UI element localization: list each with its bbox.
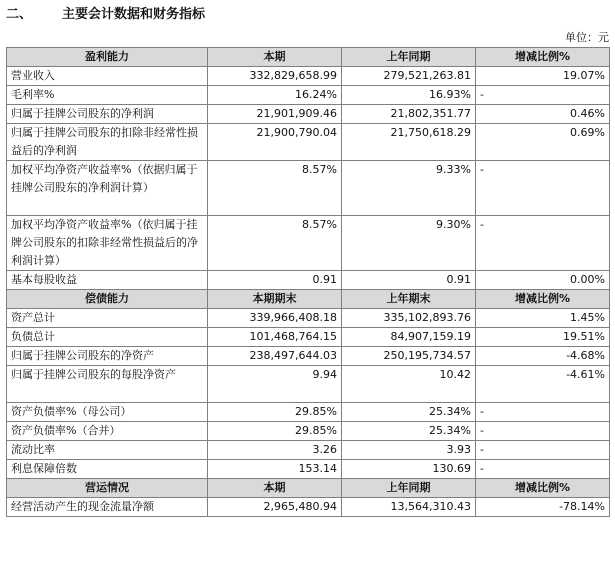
current-value: 9.94: [208, 366, 342, 403]
current-value: 21,900,790.04: [208, 124, 342, 161]
change-value: -4.68%: [476, 347, 610, 366]
table-row: [7, 328, 610, 347]
change-value: 0.69%: [476, 124, 610, 161]
table-row: [7, 309, 610, 328]
header-cell: 本期期末: [208, 290, 342, 309]
change-value: 0.00%: [476, 271, 610, 290]
current-value: 8.57%: [208, 161, 342, 216]
row-label: 归属于挂牌公司股东的每股净资产: [7, 366, 208, 403]
prior-value: 130.69: [342, 460, 476, 479]
prior-value: 9.33%: [342, 161, 476, 216]
header-cell: 上年期末: [342, 290, 476, 309]
change-value: 1.45%: [476, 309, 610, 328]
table-row: [7, 161, 610, 216]
row-label: 毛利率%: [7, 86, 208, 105]
section-title: 主要会计数据和财务指标: [62, 7, 206, 22]
header-cell: 偿债能力: [7, 290, 208, 309]
table-row: [7, 498, 610, 517]
current-value: 332,829,658.99: [208, 67, 342, 86]
current-value: 339,966,408.18: [208, 309, 342, 328]
row-label: 资产负债率%（合并）: [7, 422, 208, 441]
unit-label: 单位：元: [565, 31, 609, 44]
financial-indicators-table: [6, 47, 610, 517]
header-cell: 增减比例%: [476, 479, 610, 498]
prior-value: 25.34%: [342, 422, 476, 441]
section-heading: [6, 3, 205, 22]
prior-value: 16.93%: [342, 86, 476, 105]
prior-value: 84,907,159.19: [342, 328, 476, 347]
table-row: [7, 105, 610, 124]
current-value: 101,468,764.15: [208, 328, 342, 347]
row-label: 归属于挂牌公司股东的净资产: [7, 347, 208, 366]
prior-value: 21,802,351.77: [342, 105, 476, 124]
change-value: -: [476, 216, 610, 271]
prior-value: 13,564,310.43: [342, 498, 476, 517]
prior-value: 335,102,893.76: [342, 309, 476, 328]
change-value: 19.51%: [476, 328, 610, 347]
change-value: -4.61%: [476, 366, 610, 403]
current-value: 8.57%: [208, 216, 342, 271]
table-header-row: [7, 479, 610, 498]
change-value: -: [476, 86, 610, 105]
change-value: -: [476, 161, 610, 216]
table-row: [7, 67, 610, 86]
row-label: 归属于挂牌公司股东的净利润: [7, 105, 208, 124]
change-value: 0.46%: [476, 105, 610, 124]
row-label: 经营活动产生的现金流量净额: [7, 498, 208, 517]
prior-value: 0.91: [342, 271, 476, 290]
header-cell: 上年同期: [342, 48, 476, 67]
table-row: [7, 271, 610, 290]
table-row: [7, 347, 610, 366]
table-row: [7, 422, 610, 441]
change-value: -: [476, 422, 610, 441]
current-value: 153.14: [208, 460, 342, 479]
prior-value: 279,521,263.81: [342, 67, 476, 86]
current-value: 16.24%: [208, 86, 342, 105]
table-header-row: [7, 48, 610, 67]
current-value: 238,497,644.03: [208, 347, 342, 366]
header-cell: 盈利能力: [7, 48, 208, 67]
header-cell: 营运情况: [7, 479, 208, 498]
table-row: [7, 403, 610, 422]
row-label: 负债总计: [7, 328, 208, 347]
prior-value: 3.93: [342, 441, 476, 460]
prior-value: 250,195,734.57: [342, 347, 476, 366]
table-header-row: [7, 290, 610, 309]
header-cell: 上年同期: [342, 479, 476, 498]
change-value: -: [476, 441, 610, 460]
prior-value: 21,750,618.29: [342, 124, 476, 161]
prior-value: 10.42: [342, 366, 476, 403]
row-label: 利息保障倍数: [7, 460, 208, 479]
change-value: -78.14%: [476, 498, 610, 517]
table-row: [7, 460, 610, 479]
prior-value: 9.30%: [342, 216, 476, 271]
row-label: 加权平均净资产收益率%（依据归属于挂牌公司股东的净利润计算）: [7, 161, 208, 216]
change-value: -: [476, 460, 610, 479]
current-value: 0.91: [208, 271, 342, 290]
current-value: 29.85%: [208, 422, 342, 441]
row-label: 资产负债率%（母公司）: [7, 403, 208, 422]
table-row: [7, 366, 610, 403]
table-row: [7, 216, 610, 271]
row-label: 流动比率: [7, 441, 208, 460]
section-number: 二、: [6, 7, 33, 22]
current-value: 29.85%: [208, 403, 342, 422]
row-label: 归属于挂牌公司股东的扣除非经常性损益后的净利润: [7, 124, 208, 161]
current-value: 3.26: [208, 441, 342, 460]
header-cell: 本期: [208, 479, 342, 498]
table-row: [7, 124, 610, 161]
header-cell: 本期: [208, 48, 342, 67]
row-label: 加权平均净资产收益率%（依归属于挂牌公司股东的扣除非经常性损益后的净利润计算）: [7, 216, 208, 271]
change-value: -: [476, 403, 610, 422]
table-row: [7, 86, 610, 105]
current-value: 2,965,480.94: [208, 498, 342, 517]
row-label: 基本每股收益: [7, 271, 208, 290]
prior-value: 25.34%: [342, 403, 476, 422]
table-row: [7, 441, 610, 460]
header-cell: 增减比例%: [476, 48, 610, 67]
row-label: 营业收入: [7, 67, 208, 86]
row-label: 资产总计: [7, 309, 208, 328]
change-value: 19.07%: [476, 67, 610, 86]
current-value: 21,901,909.46: [208, 105, 342, 124]
header-cell: 增减比例%: [476, 290, 610, 309]
